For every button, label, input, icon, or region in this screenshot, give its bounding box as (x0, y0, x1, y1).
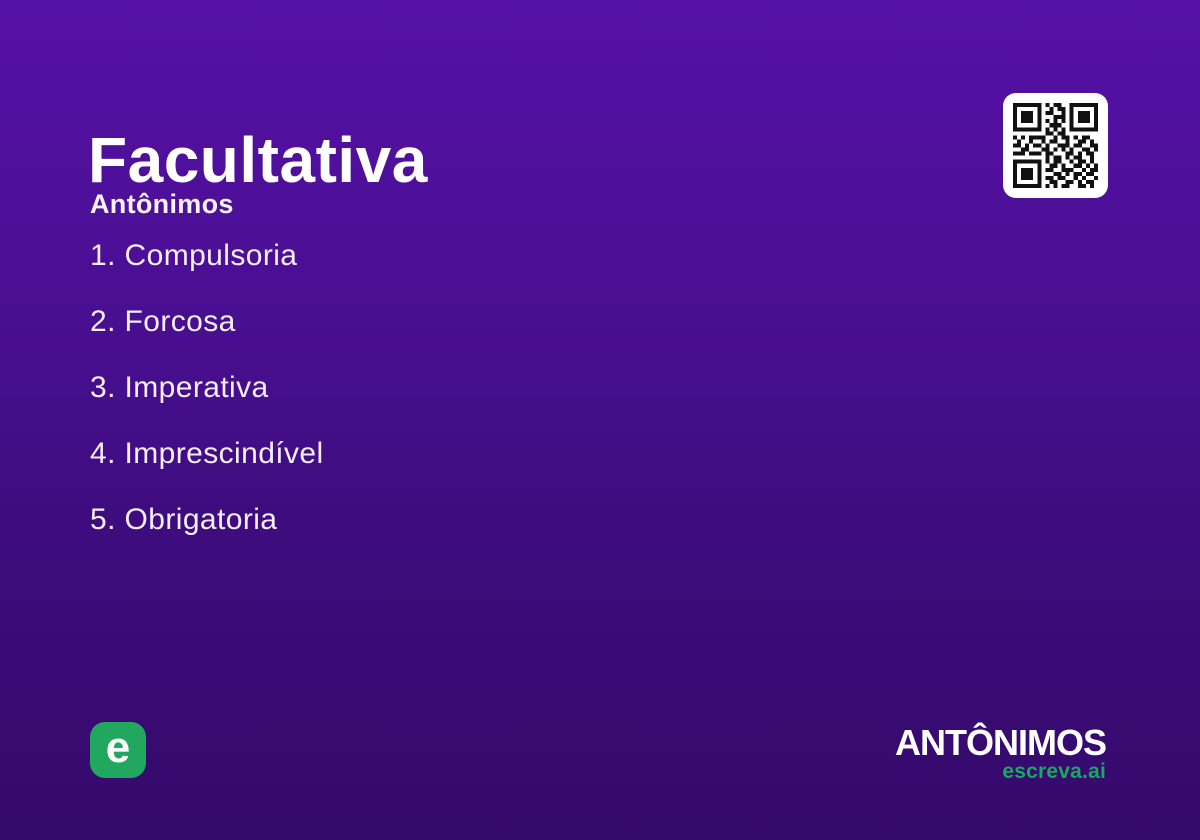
antonym-item: 4. Imprescindível (90, 437, 324, 470)
page-subtitle: Antônimos (90, 189, 234, 220)
antonym-list (90, 238, 690, 568)
brand-tagline: escreva.ai (1002, 760, 1106, 783)
page-title: Facultativa (88, 123, 428, 196)
antonym-item: 3. Imperativa (90, 371, 269, 404)
escreva-logo (90, 722, 146, 778)
qr-code (1003, 93, 1108, 198)
brand-block (895, 722, 1106, 783)
antonym-item: 5. Obrigatoria (90, 503, 278, 536)
antonym-item: 1. Compulsoria (90, 239, 298, 272)
escreva-logo-letter: e (105, 722, 131, 772)
brand-wordmark: ANTÔNIMOS (895, 722, 1106, 763)
qr-matrix (1013, 103, 1098, 188)
antonym-item: 2. Forcosa (90, 305, 236, 338)
